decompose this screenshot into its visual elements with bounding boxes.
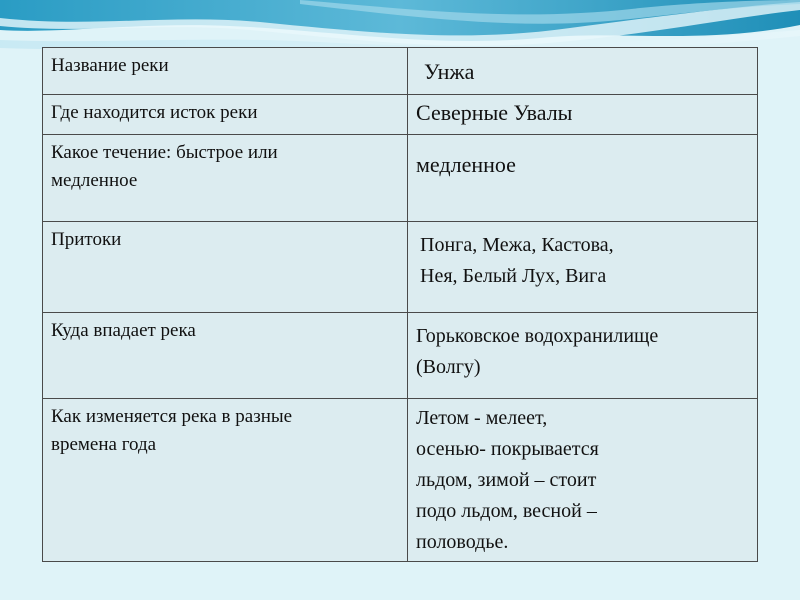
question-cell: Где находится исток реки xyxy=(43,95,408,135)
answer-cell: Северные Увалы xyxy=(408,95,758,135)
river-info-table xyxy=(42,47,758,562)
question-cell: Куда впадает река xyxy=(43,313,408,399)
question-cell: Какое течение: быстрое или медленное xyxy=(43,135,408,222)
answer-cell: Летом - мелеет, осенью- покрывается льдом, зимой – стоит подо льдом, весной – половодье. xyxy=(408,399,758,562)
question-cell: Притоки xyxy=(43,222,408,313)
answer-cell: Горьковское водохранилище (Волгу) xyxy=(408,313,758,399)
table-row xyxy=(43,399,758,562)
answer-cell: медленное xyxy=(408,135,758,222)
table-row xyxy=(43,222,758,313)
answer-cell: Унжа xyxy=(408,48,758,95)
table-row xyxy=(43,95,758,135)
table-row xyxy=(43,135,758,222)
answer-cell: Понга, Межа, Кастова, Нея, Белый Лух, Вига xyxy=(408,222,758,313)
table-row xyxy=(43,313,758,399)
question-cell: Название реки xyxy=(43,48,408,95)
question-cell: Как изменяется река в разные времена года xyxy=(43,399,408,562)
table-row xyxy=(43,48,758,95)
